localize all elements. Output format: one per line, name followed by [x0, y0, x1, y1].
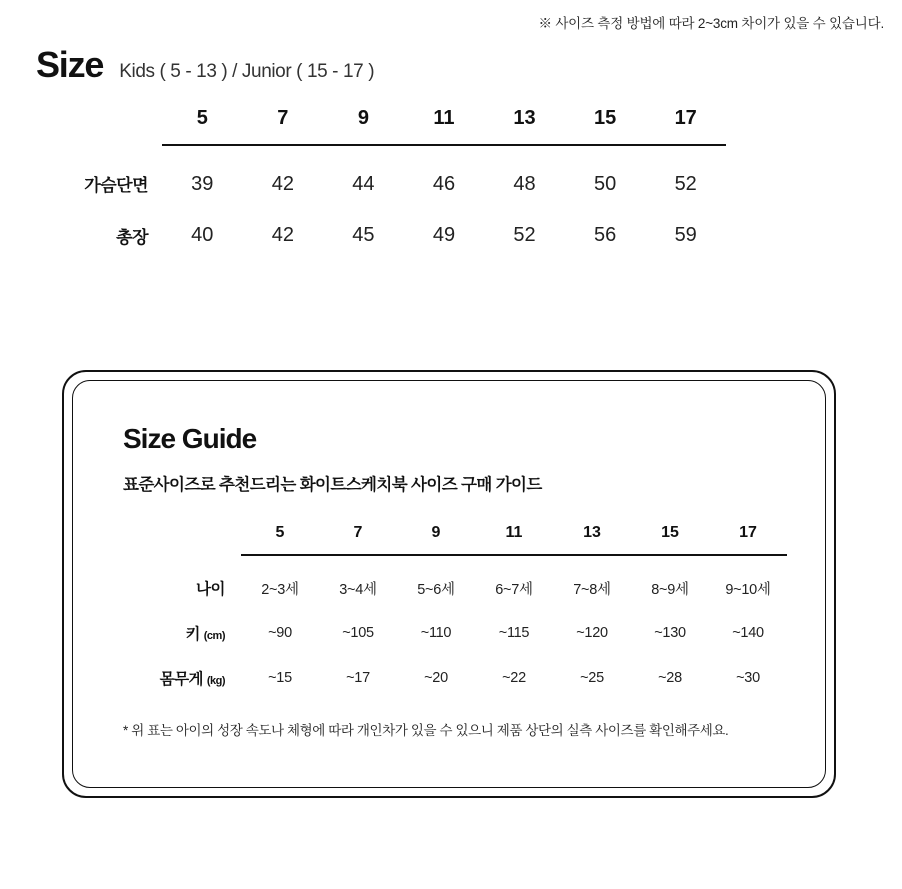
- guide-column-header: 7: [319, 523, 397, 555]
- size-table-corner: [36, 106, 162, 145]
- row-label-height: [115, 600, 241, 645]
- cell-weight-7: ~17: [346, 670, 370, 686]
- row-unit-height: (cm): [203, 630, 225, 642]
- size-table-head: [36, 106, 726, 145]
- size-guide-footnote: * 위 표는 아이의 성장 속도나 체형에 따라 개인차가 있을 수 있으니 제품 상단의 실측 사이즈를 확인해주세요.: [123, 723, 729, 738]
- cell-weight-11: ~22: [502, 670, 526, 686]
- cell-length-7: 42: [271, 224, 294, 246]
- size-guide-inner-border: [72, 380, 826, 788]
- cell-length-9: 45: [352, 224, 375, 246]
- row-label-weight: [115, 645, 241, 690]
- row-label-age-text: 나이: [196, 581, 225, 598]
- row-label-weight-text: 몸무게: [159, 671, 204, 688]
- row-label-height-text: 키: [185, 626, 200, 643]
- row-unit-weight: (kg): [206, 675, 225, 687]
- cell-height-15: ~130: [654, 625, 686, 641]
- size-guide-panel: [62, 370, 836, 798]
- cell-chest-7: 42: [271, 172, 294, 195]
- cell-height-7: ~105: [342, 625, 374, 641]
- page-subtitle: Kids ( 5 - 13 ) / Junior ( 15 - 17 ): [119, 61, 375, 82]
- cell-length-5: 40: [191, 224, 214, 246]
- table-row: [115, 600, 787, 645]
- cell-length-17: 59: [674, 224, 697, 246]
- size-column-header: 15: [565, 106, 646, 145]
- page-title: Size: [36, 44, 104, 85]
- cell-weight-9: ~20: [424, 670, 448, 686]
- cell-height-5: ~90: [268, 625, 292, 641]
- size-table: [36, 106, 726, 249]
- size-table-container: [36, 106, 726, 249]
- row-label-age: [115, 555, 241, 600]
- cell-length-15: 56: [593, 224, 617, 246]
- size-column-header: 11: [404, 106, 485, 145]
- cell-chest-17: 52: [674, 172, 697, 195]
- row-label-chest: 가슴단면: [84, 176, 148, 195]
- cell-chest-13: 48: [513, 172, 536, 195]
- size-guide-table-container: [115, 523, 787, 690]
- page-header: [36, 44, 374, 86]
- cell-weight-5: ~15: [268, 670, 292, 686]
- cell-chest-15: 50: [593, 172, 617, 195]
- cell-age-7: 3~4세: [339, 582, 377, 598]
- size-guide-table-body: [115, 555, 787, 690]
- guide-column-header: 13: [553, 523, 631, 555]
- size-column-header: 13: [484, 106, 565, 145]
- table-row: [36, 145, 726, 197]
- cell-age-9: 5~6세: [417, 582, 455, 598]
- table-row: [115, 555, 787, 600]
- cell-age-11: 6~7세: [495, 582, 533, 598]
- cell-chest-11: 46: [432, 172, 456, 195]
- cell-chest-5: 39: [191, 172, 214, 195]
- cell-length-11: 49: [432, 224, 456, 246]
- guide-column-header: 9: [397, 523, 475, 555]
- row-label-length: 총장: [116, 228, 148, 247]
- guide-table-corner: [115, 523, 241, 555]
- cell-chest-9: 44: [352, 172, 375, 195]
- guide-column-header: 11: [475, 523, 553, 555]
- size-column-header: 5: [162, 106, 243, 145]
- guide-column-header: 17: [709, 523, 787, 555]
- size-guide-title: Size Guide: [123, 423, 257, 454]
- cell-weight-17: ~30: [736, 670, 760, 686]
- cell-age-5: 2~3세: [261, 582, 299, 598]
- table-header-row: [115, 523, 787, 555]
- size-guide-table: [115, 523, 787, 690]
- cell-length-13: 52: [513, 224, 536, 246]
- cell-weight-13: ~25: [580, 670, 604, 686]
- size-table-body: [36, 145, 726, 249]
- cell-age-15: 8~9세: [651, 582, 689, 598]
- size-column-header: 9: [323, 106, 404, 145]
- guide-column-header: 5: [241, 523, 319, 555]
- size-guide-subtitle: 표준사이즈로 추천드리는 화이트스케치북 사이즈 구매 가이드: [123, 476, 542, 494]
- measurement-disclaimer: ※ 사이즈 측정 방법에 따라 2~3cm 차이가 있을 수 있습니다.: [538, 16, 884, 31]
- size-column-header: 7: [243, 106, 324, 145]
- size-column-header: 17: [645, 106, 726, 145]
- table-header-row: [36, 106, 726, 145]
- cell-height-17: ~140: [732, 625, 764, 641]
- cell-height-11: ~115: [498, 625, 530, 641]
- table-row: [36, 197, 726, 249]
- cell-height-13: ~120: [576, 625, 608, 641]
- guide-column-header: 15: [631, 523, 709, 555]
- cell-weight-15: ~28: [658, 670, 682, 686]
- table-row: [115, 645, 787, 690]
- cell-height-9: ~110: [420, 625, 452, 641]
- cell-age-17: 9~10세: [725, 582, 771, 598]
- size-guide-table-head: [115, 523, 787, 555]
- cell-age-13: 7~8세: [573, 582, 611, 598]
